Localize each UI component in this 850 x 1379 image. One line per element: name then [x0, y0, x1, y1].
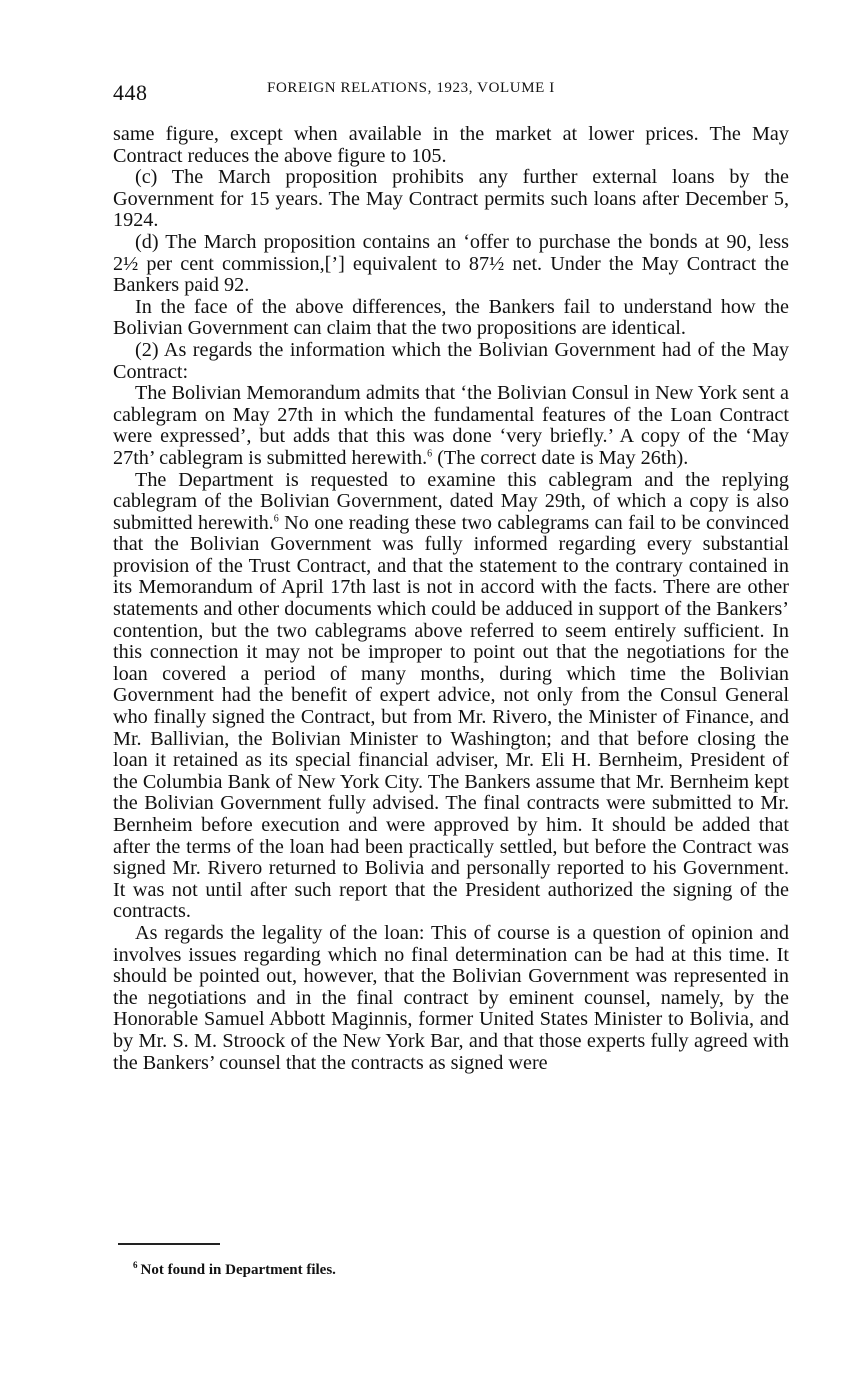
footnote-reference: 6 [273, 512, 279, 524]
paragraph [113, 124, 789, 167]
paragraph-text: (2) As regards the information which the Bolivian Government had of the May Contract: [113, 338, 789, 383]
paragraph-text: same figure, except when available in the market at lower prices. The May Contract reduces the above figure to 105. [113, 123, 789, 167]
paragraph-text: (c) The March proposition prohibits any further external loans by the Government for 15 years. The May Contract permits such loans after December 5, 1924. [113, 166, 789, 232]
paragraph [113, 297, 789, 340]
footnote-text: Not found in Department files. [140, 1262, 336, 1278]
body-text [113, 124, 789, 1074]
paragraph [113, 383, 789, 469]
footnote [133, 1262, 336, 1279]
paragraph [113, 923, 789, 1074]
paragraph-text: No one reading these two cablegrams can fail to be convinced that the Bolivian Government was fully informed regarding every substantial provision of the Trust Contract, and that the statement to the contrary contained in its Memorandum of April 17th last is not in accord with the facts. There are other statements and other documents which could be adduced in support of the Bankers’ contention, but the two cablegrams above referred to seem entirely sufficient. In this connection it may not be improper to point out that the negotiations for the loan covered a period of many months, during which time the Bolivian Government had the benefit of expert advice, not only from the Consul General who finally signed the Contract, but from Mr. Rivero, the Minister of Finance, and Mr. Ballivian, the Bolivian Minister to Washington; and that before closing the loan it retained as its special financial adviser, Mr. Eli H. Bernheim, President of the Columbia Bank of New York City. The Bankers assume that Mr. Bernheim kept the Bolivian Government fully advised. The final contracts were submitted to Mr. Bernheim before execution and were approved by him. It should be added that after the terms of the loan had been practically settled, but before the Contract was signed Mr. Rivero returned to Bolivia and personally reported to his Government. It was not until after such report that the President authorized the signing of the contracts. [113, 511, 789, 923]
paragraph-text: The Bolivian Memorandum admits that ‘the Bolivian Consul in New York sent a cablegram on May 27th in which the fundamental features of the Loan Contract were expressed’, but adds that this was done ‘very briefly.’ A copy of the ‘May 27th’ cablegram is submitted herewith. [113, 382, 789, 469]
paragraph-text: As regards the legality of the loan: This of course is a question of opinion and involves issues regarding which no final determination can be had at this time. It should be pointed out, however, that the Bolivian Government was represented in the negotiations and in the final contract by eminent counsel, namely, by the Honorable Samuel Abbott Maginnis, former United States Minister to Bolivia, and by Mr. S. M. Stroock of the New York Bar, and that those experts fully agreed with the Bankers’ counsel that the contracts as signed were [113, 921, 789, 1074]
paragraph-text: (d) The March proposition contains an ‘offer to purchase the bonds at 90, less 2½ per cent commission,[’] equivalent to 87½ net. Under the May Contract the Bankers paid 92. [113, 230, 789, 297]
paragraph-text: In the face of the above differences, the Bankers fail to understand how the Bolivian Government can claim that the two propositions are identical. [113, 295, 789, 340]
page-number: 448 [113, 80, 148, 105]
page-header [113, 76, 789, 106]
paragraph-text: The Department is requested to examine this cablegram and the replying cablegram of the Bolivian Government, dated May 29th, of which a copy is also submitted herewith. [113, 468, 789, 534]
paragraph-text: (The correct date is May 26th). [432, 446, 689, 469]
paragraph [113, 232, 789, 297]
paragraph [113, 167, 789, 232]
footnote-divider [118, 1243, 220, 1245]
paragraph [113, 340, 789, 383]
paragraph [113, 470, 789, 923]
running-head: FOREIGN RELATIONS, 1923, VOLUME I [267, 80, 555, 96]
footnote-reference: 6 [427, 448, 433, 460]
footnote-marker: 6 [133, 1260, 138, 1270]
